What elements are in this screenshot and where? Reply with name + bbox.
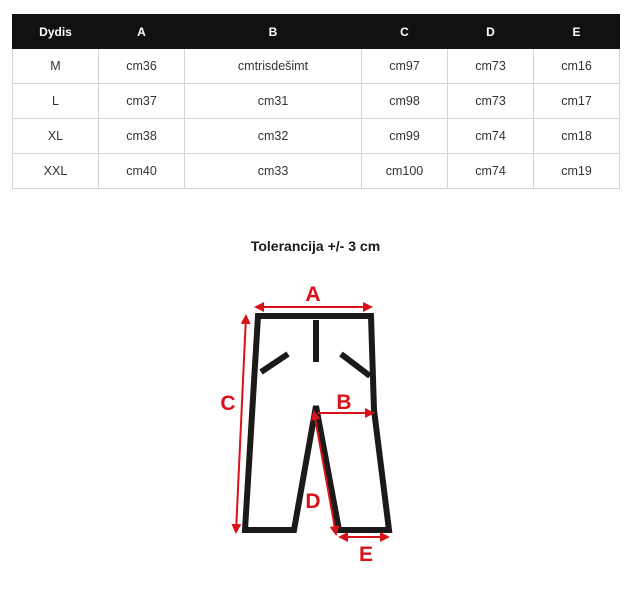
header-b: B (185, 15, 362, 49)
header-d: D (448, 15, 534, 49)
header-size: Dydis (13, 15, 99, 49)
cell-e: cm17 (534, 84, 620, 119)
pants-measurement-diagram (0, 270, 631, 596)
cell-a: cm36 (99, 49, 185, 84)
table-row (13, 84, 620, 119)
table-row (13, 49, 620, 84)
cell-c: cm97 (362, 49, 448, 84)
cell-c: cm100 (362, 154, 448, 189)
label-d: D (305, 490, 321, 513)
table-row (13, 119, 620, 154)
cell-b: cm31 (185, 84, 362, 119)
header-c: C (362, 15, 448, 49)
cell-size: XXL (13, 154, 99, 189)
cell-size: M (13, 49, 99, 84)
cell-a: cm38 (99, 119, 185, 154)
cell-size: XL (13, 119, 99, 154)
cell-d: cm73 (448, 84, 534, 119)
cell-d: cm74 (448, 154, 534, 189)
right-pocket-line (341, 354, 370, 376)
cell-b: cm33 (185, 154, 362, 189)
measure-d-line (314, 412, 336, 534)
cell-b: cm32 (185, 119, 362, 154)
label-c: C (220, 392, 236, 415)
cell-size: L (13, 84, 99, 119)
table-row (13, 154, 620, 189)
header-e: E (534, 15, 620, 49)
cell-d: cm74 (448, 119, 534, 154)
left-pocket-line (261, 354, 288, 372)
cell-b: cmtrisdešimt (185, 49, 362, 84)
cell-c: cm98 (362, 84, 448, 119)
cell-a: cm40 (99, 154, 185, 189)
tolerance-note: Tolerancija +/- 3 cm (250, 238, 381, 254)
label-b: B (336, 391, 352, 414)
cell-e: cm18 (534, 119, 620, 154)
cell-e: cm19 (534, 154, 620, 189)
cell-c: cm99 (362, 119, 448, 154)
cell-a: cm37 (99, 84, 185, 119)
label-a: A (305, 283, 321, 306)
cell-d: cm73 (448, 49, 534, 84)
label-e: E (358, 543, 374, 566)
table-header-row (13, 15, 620, 49)
size-chart-table (12, 14, 620, 189)
cell-e: cm16 (534, 49, 620, 84)
header-a: A (99, 15, 185, 49)
